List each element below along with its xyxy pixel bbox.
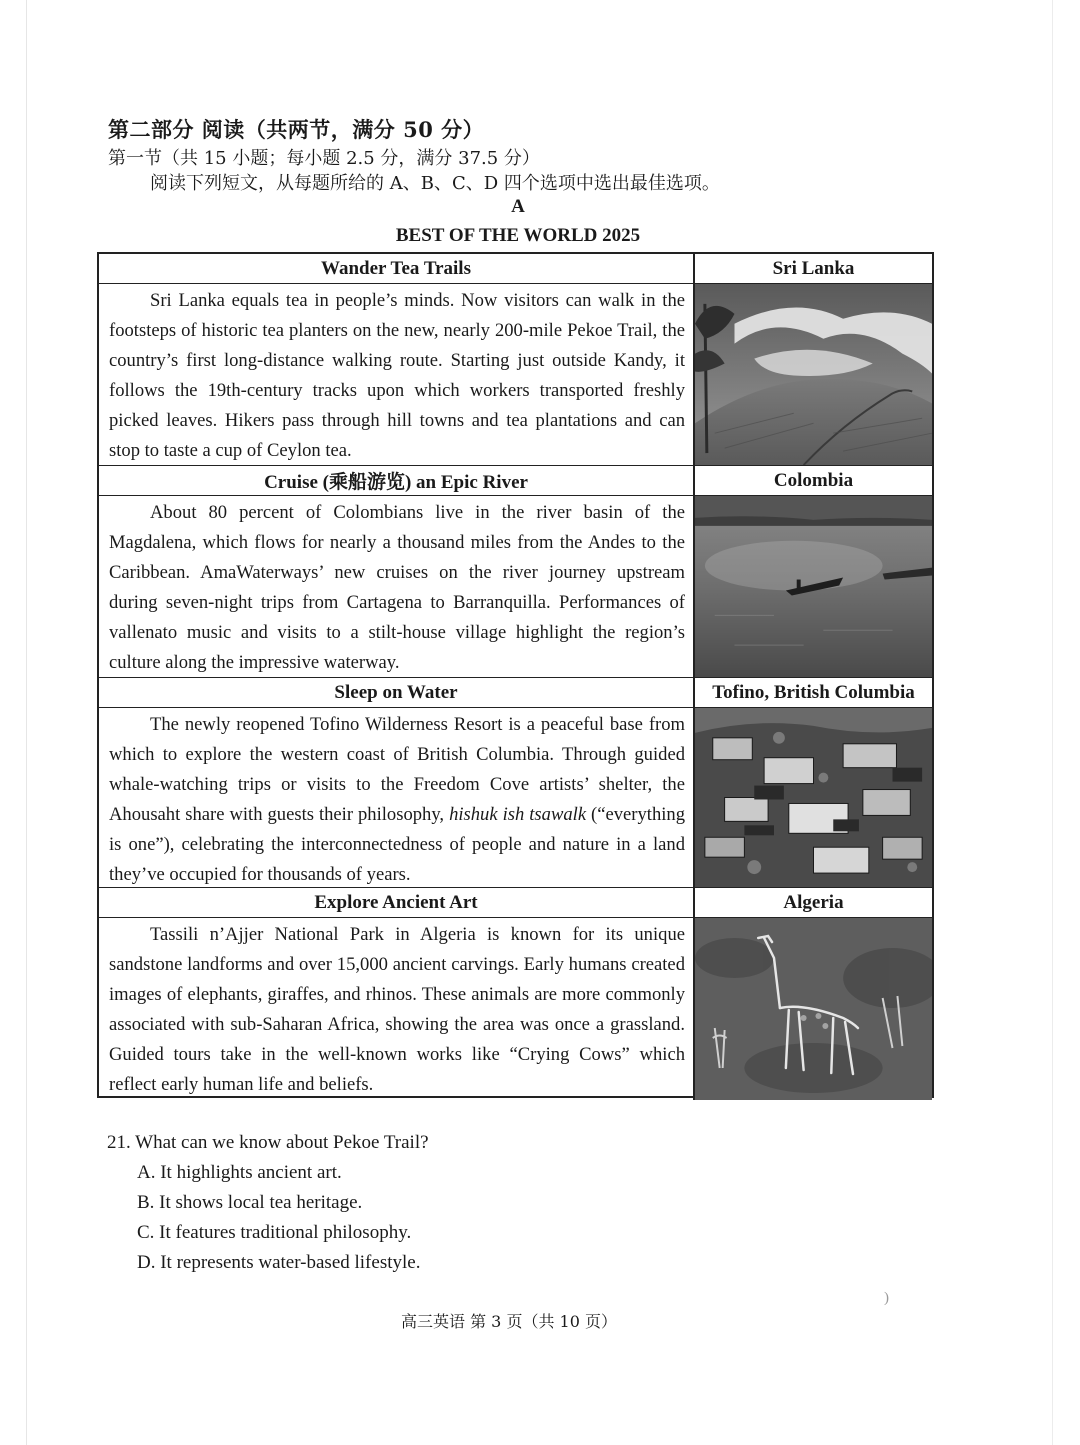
stray-mark: ): [884, 1290, 889, 1306]
option-a: A. It highlights ancient art.: [137, 1162, 342, 1183]
rock-art-giraffe-photo: [695, 918, 932, 1100]
part-title: 第二部分 阅读（共两节，满分 50 分）: [108, 117, 485, 142]
passage-heading: BEST OF THE WORLD 2025: [395, 225, 641, 246]
question-stem: 21. What can we know about Pekoe Trail?: [107, 1132, 429, 1153]
entry-title: Cruise (乘船游览) an Epic River: [99, 466, 695, 496]
entry-title: Sleep on Water: [99, 678, 695, 708]
option-d: D. It represents water-based lifestyle.: [137, 1252, 421, 1273]
question-21: [107, 1128, 429, 1278]
instructions: 阅读下列短文，从每题所给的 A、B、C、D 四个选项中选出最佳选项。: [150, 173, 720, 194]
section-title: 第一节（共 15 小题；每小题 2.5 分，满分 37.5 分）: [108, 148, 540, 169]
floating-village-photo: [695, 708, 932, 888]
entry-place: Tofino, British Columbia: [695, 678, 932, 708]
entry-text: [99, 496, 695, 678]
entry-place: Sri Lanka: [695, 254, 932, 284]
river-canoe-photo: [695, 496, 932, 678]
entry-paragraph: The newly reopened Tofino Wilderness Resort is a peaceful base from which to explore the western coast of British Columbia. Through guided whale-watching trips or visits to the Freedom Cove artists’ shelter, the Ahousaht share with guests their philosophy, hishuk ish tsawalk (“everything is one”), celebrating the interconnectedness of people and nature in a land they’ve occupied for thousands of years.: [109, 714, 686, 885]
entry-title: Wander Tea Trails: [99, 254, 695, 284]
page-footer: 高三英语 第 3 页（共 10 页）: [401, 1312, 617, 1331]
entry-title: Explore Ancient Art: [99, 888, 695, 918]
entry-text: [99, 708, 695, 888]
passage-letter: A: [511, 196, 525, 217]
option-b: B. It shows local tea heritage.: [137, 1192, 363, 1213]
entry-paragraph: Sri Lanka equals tea in people’s minds. Now visitors can walk in the footsteps of historic tea planters on the new, nearly 200-mile Pekoe Trail, the country’s first long-distance walking route. Starting just outside Kandy, it follows the 19th-century tracks upon which workers transported freshly picked leaves. Hikers pass through hill towns and tea plantations and can stop to taste a cup of Ceylon tea.: [109, 290, 685, 461]
page-edge: [1052, 0, 1053, 1445]
entry-paragraph: Tassili n’Ajjer National Park in Algeria is known for its unique sandstone landforms and over 15,000 ancient carvings. Early humans created images of elephants, giraffes, and rhinos. These animals are more commonly associated with sub-Saharan Africa, showing the area was once a grassland. Guided tours take in the well-known works like “Crying Cows” which reflect early human life and beliefs.: [109, 924, 685, 1095]
option-c: C. It features traditional philosophy.: [137, 1222, 412, 1243]
entry-text: [99, 918, 695, 1100]
entry-place: Algeria: [695, 888, 932, 918]
philosophy-term: hishuk ish tsawalk: [449, 804, 587, 825]
entry-paragraph: About 80 percent of Colombians live in the river basin of the Magdalena, which flows for nearly a thousand miles from the Andes to the Caribbean. AmaWaterways’ new cruises on the river journey upstream during seven-night trips from Cartagena to Barranquilla. Performances of vallenato music and visits to a stilt-house village highlight the region’s culture along the impressive waterway.: [109, 502, 685, 673]
tea-hills-photo: [695, 284, 932, 466]
travel-table: [97, 252, 934, 1098]
entry-text: [99, 284, 695, 466]
entry-place: Colombia: [695, 466, 932, 496]
